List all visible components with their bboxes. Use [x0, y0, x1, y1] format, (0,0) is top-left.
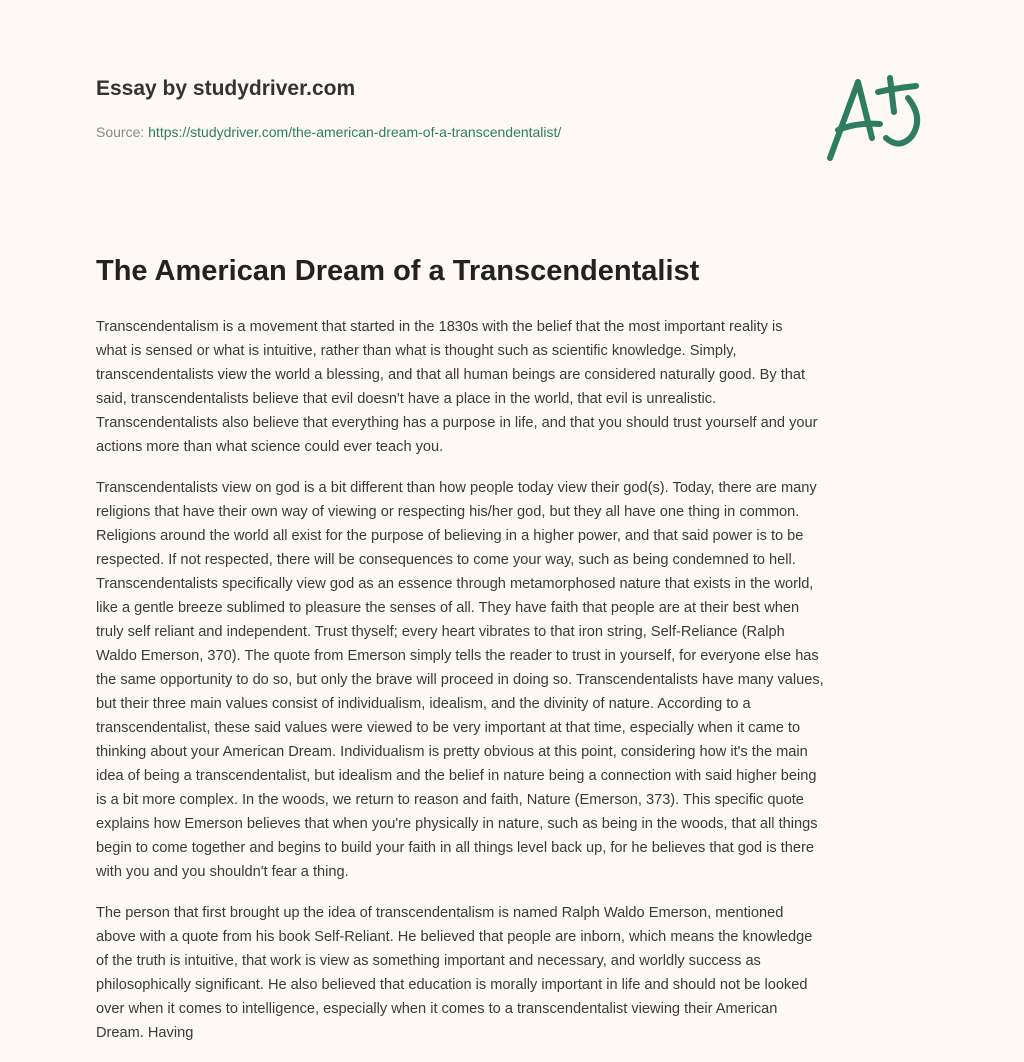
- paragraph-line: the same opportunity to do so, but only the brave will proceed in doing so. Transcendentalists have many values,: [96, 672, 824, 688]
- paragraph-line: respected. If not respected, there will be consequences to come your way, such as being condemned to hell.: [96, 552, 796, 568]
- paragraph-line: Transcendentalists view on god is a bit different than how people today view their god(s). Today, there are many: [96, 480, 817, 496]
- paragraph-line: actions more than what science could ever teach you.: [96, 439, 444, 455]
- paragraph-line: with you and you shouldn't fear a thing.: [96, 864, 349, 880]
- paragraph-line: Transcendentalists specifically view god as an essence through metamorphosed nature that exists in the world,: [96, 576, 814, 592]
- paragraph: [96, 315, 936, 459]
- paragraph-line: thinking about your American Dream. Individualism is pretty obvious at this point, considering how it's the main: [96, 744, 808, 760]
- source-label: Source:: [96, 124, 145, 140]
- paragraph-line: explains how Emerson believes that when you're physically in nature, such as being in the woods, that all things: [96, 816, 818, 832]
- paragraph-line: is a bit more complex. In the woods, we return to reason and faith, Nature (Emerson, 373). This specific quote: [96, 792, 804, 808]
- article-title: The American Dream of a Transcendentalist: [96, 255, 700, 287]
- paragraph: [96, 901, 936, 1045]
- a-plus-logo: [820, 68, 930, 168]
- article-body: [96, 315, 936, 1062]
- paragraph-line: philosophically significant. He also believed that education is morally important in life and should not be looked: [96, 977, 808, 993]
- paragraph-line: Dream. Having: [96, 1025, 194, 1041]
- paragraph-line: of the truth is intuitive, that work is view as something important and necessary, and worldly success as: [96, 953, 761, 969]
- paragraph-line: over when it comes to intelligence, especially when it comes to a transcendentalist viewing their American: [96, 1001, 778, 1017]
- paragraph-line: what is sensed or what is intuitive, rather than what is thought such as scientific knowledge. Simply,: [96, 343, 737, 359]
- paragraph-line: transcendentalists view the world a blessing, and that all human beings are considered naturally good. By that: [96, 367, 806, 383]
- paragraph-line: begin to come together and begins to build your faith in all things level back up, for he believes that god is there: [96, 840, 814, 856]
- paragraph-line: religions that have their own way of viewing or respecting his/her god, but they all have one thing in common.: [96, 504, 800, 520]
- paragraph-line: Transcendentalism is a movement that started in the 1830s with the belief that the most important reality is: [96, 319, 783, 335]
- paragraph-line: but their three main values consist of individualism, idealism, and the divinity of nature. According to a: [96, 696, 751, 712]
- paragraph-line: said, transcendentalists believe that evil doesn't have a place in the world, that evil is unrealistic.: [96, 391, 717, 407]
- paragraph-line: Transcendentalists also believe that everything has a purpose in life, and that you should trust yourself and your: [96, 415, 818, 431]
- paragraph-line: Waldo Emerson, 370). The quote from Emerson simply tells the reader to trust in yourself, for everyone else has: [96, 648, 819, 664]
- paragraph-line: truly self reliant and independent. Trust thyself; every heart vibrates to that iron string, Self-Reliance (Ralph: [96, 624, 785, 640]
- paragraph-line: above with a quote from his book Self-Reliant. He believed that people are inborn, which means the knowledge: [96, 929, 813, 945]
- paragraph-line: Religions around the world all exist for the purpose of believing in a higher power, and that said power is to be: [96, 528, 804, 544]
- paragraph-line: The person that first brought up the idea of transcendentalism is named Ralph Waldo Emerson, mentioned: [96, 905, 784, 921]
- site-title: Essay by studydriver.com: [96, 77, 356, 100]
- paragraph: [96, 476, 936, 884]
- paragraph-line: transcendentalist, these said values were viewed to be very important at that time, especially when it came to: [96, 720, 801, 736]
- source-link[interactable]: https://studydriver.com/the-american-dream-of-a-transcendentalist/: [148, 124, 562, 140]
- paragraph-line: like a gentle breeze sublimed to pleasure the senses of all. They have faith that people are at their best when: [96, 600, 800, 616]
- source-line: [96, 124, 561, 140]
- paragraph-line: idea of being a transcendentalist, but idealism and the belief in nature being a connection with said higher being: [96, 768, 817, 784]
